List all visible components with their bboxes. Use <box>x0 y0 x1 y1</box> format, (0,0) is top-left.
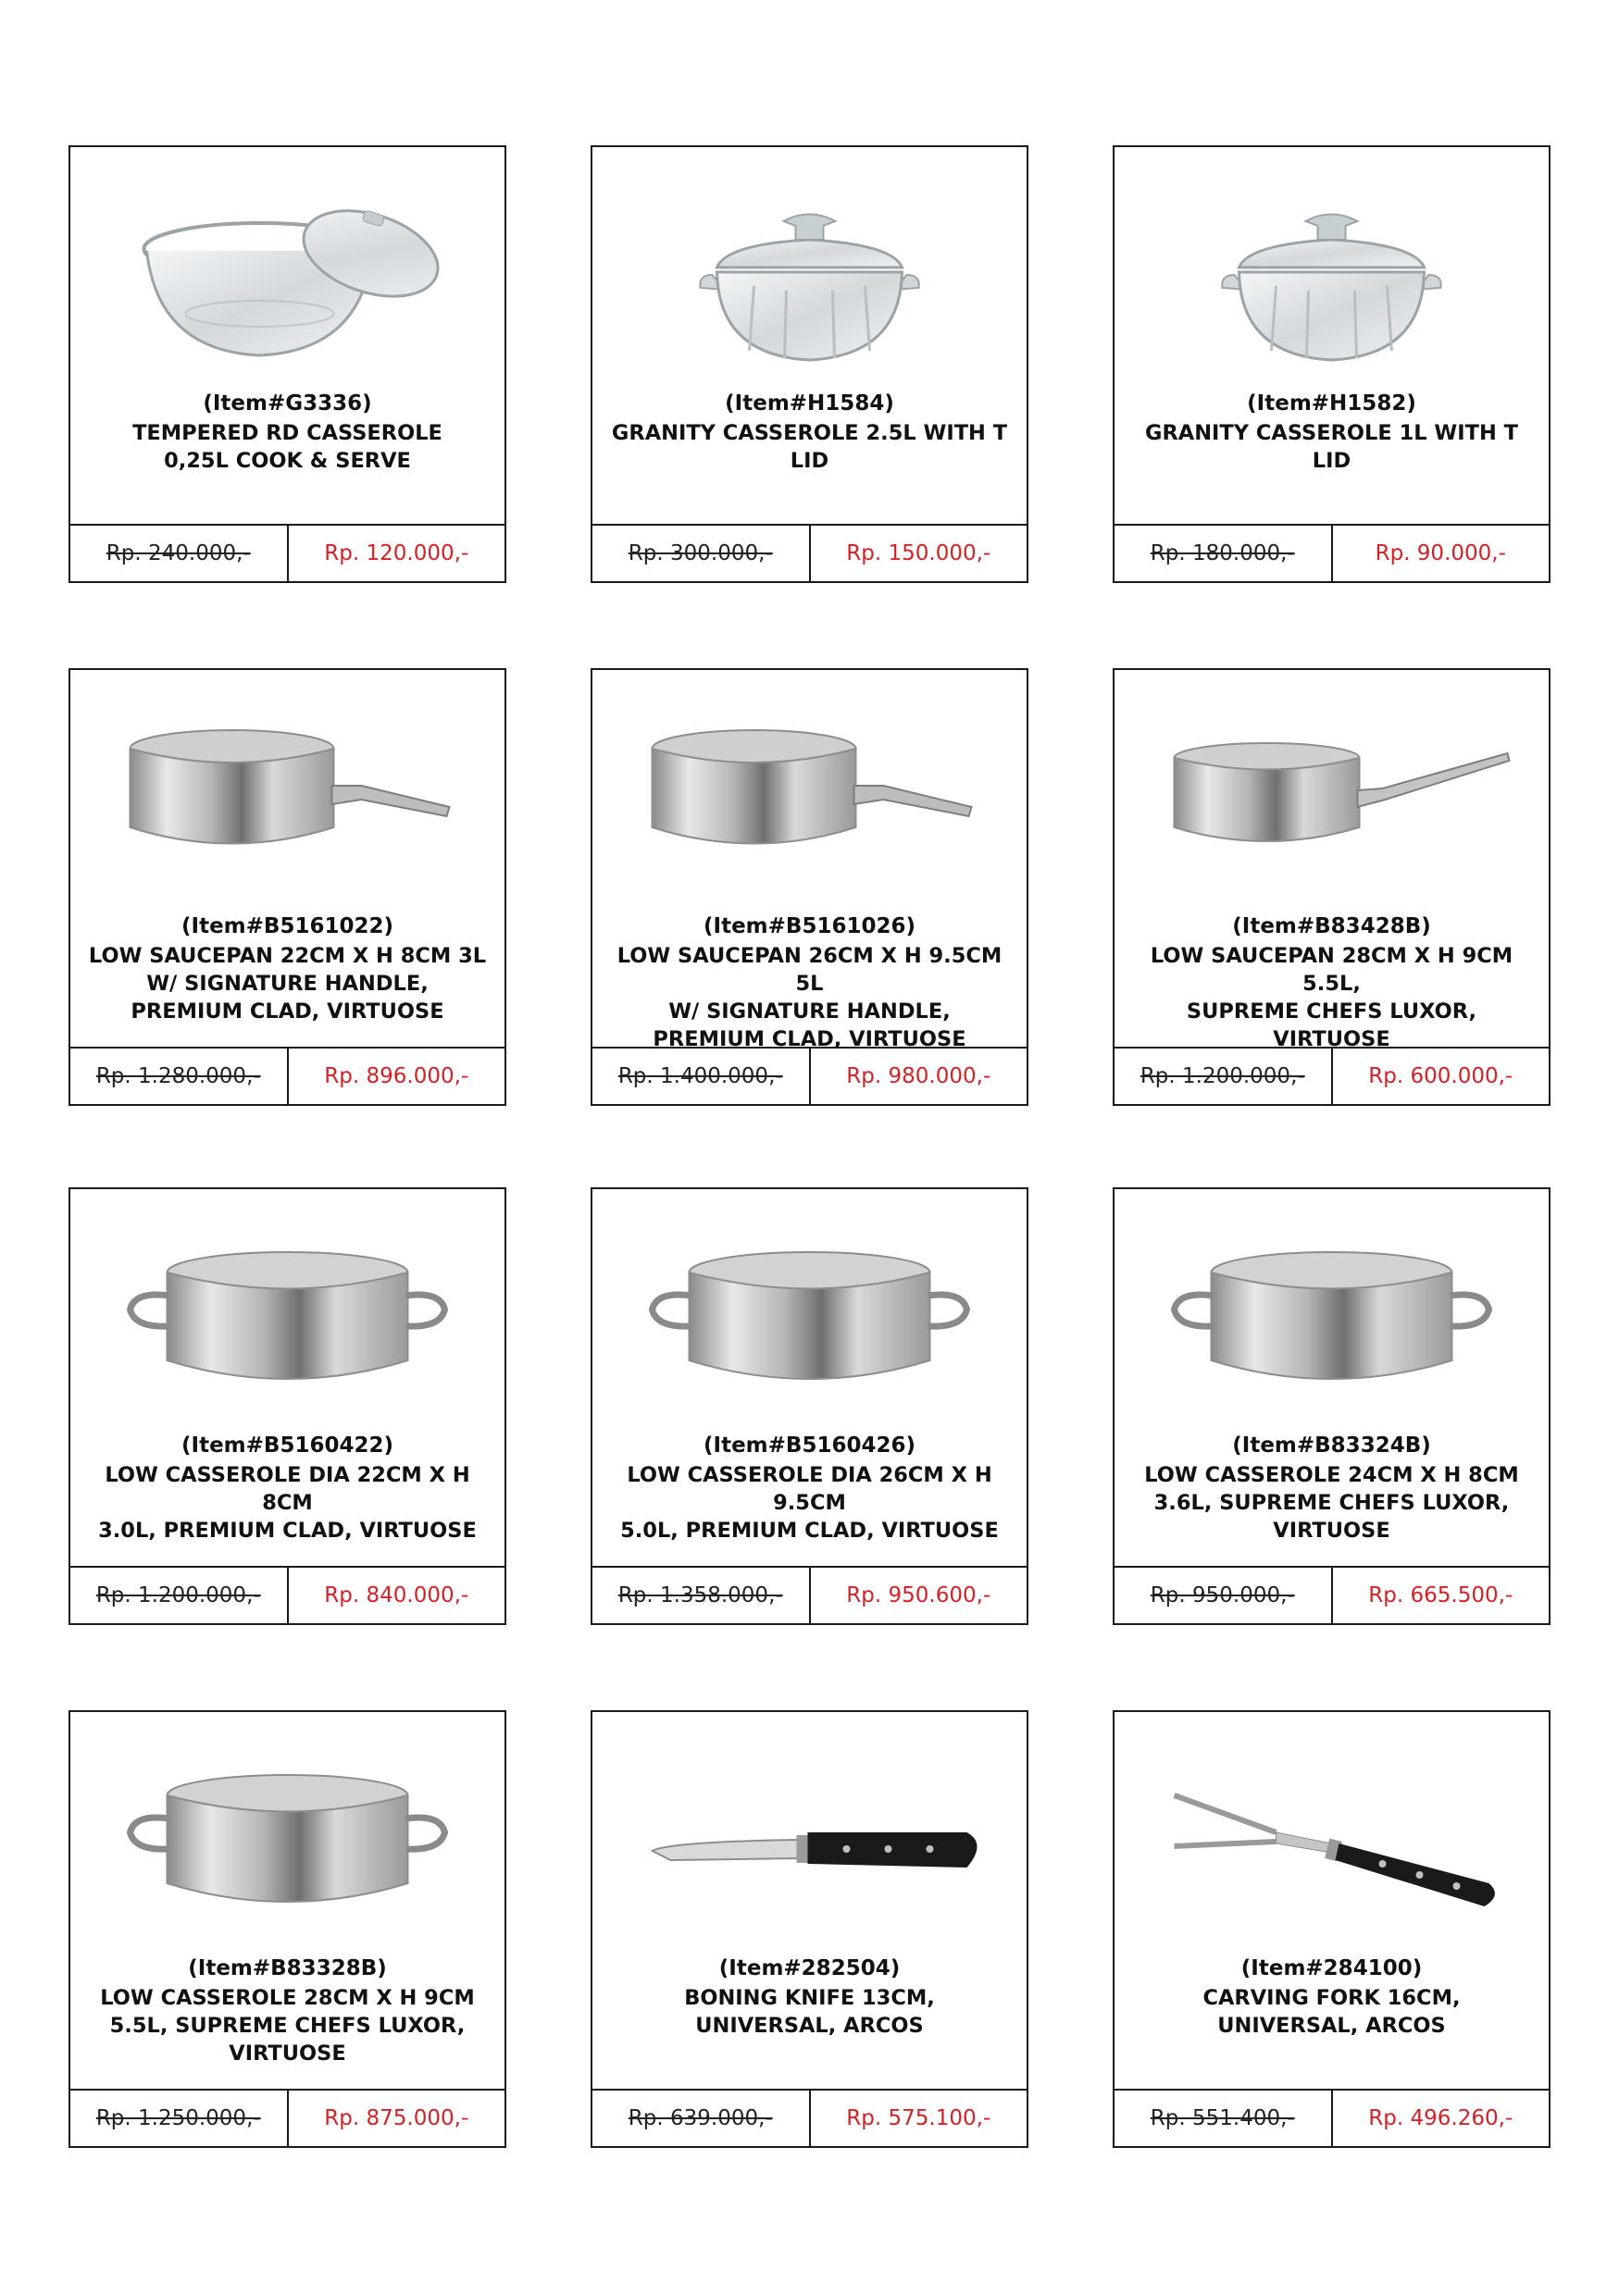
product-name: LOW CASSEROLE DIA 22CM X H 8CM 3.0L, PREMIUM CLAD, VIRTUOSE <box>98 1463 477 1543</box>
product-image <box>592 1740 1027 1943</box>
carving-fork-image <box>1115 1740 1549 1943</box>
price-row <box>592 2089 1027 2146</box>
original-price: Rp. 300.000,- <box>592 526 811 581</box>
glass-casserole-lid-open-image <box>70 175 504 379</box>
product-image <box>70 698 504 901</box>
product-name: LOW CASSEROLE DIA 26CM X H 9.5CM 5.0L, PREMIUM CLAD, VIRTUOSE <box>620 1463 999 1543</box>
original-price: Rp. 1.200.000,- <box>70 1568 289 1623</box>
price-row <box>70 1566 504 1623</box>
item-code: (Item#B5160426) <box>704 1433 915 1458</box>
glass-casserole-image <box>592 175 1027 379</box>
original-price: Rp. 1.200.000,- <box>1115 1049 1333 1104</box>
sale-price: Rp. 896.000,- <box>324 1064 469 1088</box>
sale-price: Rp. 496.260,- <box>1368 2106 1513 2130</box>
price-row <box>70 1047 504 1104</box>
product-name: CARVING FORK 16CM, UNIVERSAL, ARCOS <box>1202 1986 1461 2038</box>
sale-price: Rp. 950.600,- <box>846 1583 991 1607</box>
sale-price: Rp. 600.000,- <box>1368 1064 1513 1088</box>
product-image <box>70 1740 504 1943</box>
item-code: (Item#G3336) <box>203 391 372 416</box>
product-image <box>1115 698 1549 901</box>
boning-knife-image <box>592 1740 1027 1943</box>
product-card <box>68 1710 506 2148</box>
price-row <box>1115 1566 1549 1623</box>
product-card <box>68 145 506 583</box>
sale-price: Rp. 840.000,- <box>324 1583 469 1607</box>
saucepan-long-handle-image <box>1115 698 1549 901</box>
price-row <box>1115 1047 1549 1104</box>
product-card <box>1113 1187 1551 1625</box>
product-card <box>1113 668 1551 1106</box>
product-name: BONING KNIFE 13CM, UNIVERSAL, ARCOS <box>684 1986 935 2038</box>
original-price: Rp. 1.250.000,- <box>70 2091 289 2146</box>
product-name: LOW CASSEROLE 24CM X H 8CM 3.6L, SUPREME CHEFS LUXOR, VIRTUOSE <box>1144 1463 1519 1543</box>
price-row <box>70 524 504 581</box>
product-name: LOW SAUCEPAN 26CM X H 9.5CM 5L W/ SIGNATURE HANDLE, PREMIUM CLAD, VIRTUOSE <box>616 944 1003 1051</box>
original-price: Rp. 240.000,- <box>70 526 289 581</box>
original-price: Rp. 1.358.000,- <box>592 1568 811 1623</box>
product-image <box>1115 1217 1549 1421</box>
price-row <box>1115 2089 1549 2146</box>
product-card <box>591 145 1028 583</box>
price-row <box>1115 524 1549 581</box>
original-price: Rp. 180.000,- <box>1115 526 1333 581</box>
product-name: GRANITY CASSEROLE 2.5L WITH T LID <box>611 421 1008 473</box>
original-price: Rp. 639.000,- <box>592 2091 811 2146</box>
product-name: LOW SAUCEPAN 28CM X H 9CM 5.5L, SUPREME CHEFS LUXOR, VIRTUOSE <box>1150 944 1513 1051</box>
product-image <box>1115 175 1549 379</box>
product-image <box>1115 1740 1549 1943</box>
product-image <box>592 1217 1027 1421</box>
original-price: Rp. 950.000,- <box>1115 1568 1333 1623</box>
product-card <box>591 668 1028 1106</box>
item-code: (Item#B83428B) <box>1232 914 1431 938</box>
product-image <box>592 175 1027 379</box>
sale-price: Rp. 875.000,- <box>324 2106 469 2130</box>
saucepan-image <box>592 698 1027 901</box>
product-image <box>70 175 504 379</box>
item-code: (Item#B5160422) <box>181 1433 393 1458</box>
item-code: (Item#H1584) <box>725 391 894 416</box>
price-row <box>592 1566 1027 1623</box>
item-code: (Item#284100) <box>1240 1956 1423 1980</box>
product-card <box>591 1710 1028 2148</box>
glass-casserole-image <box>1115 175 1549 379</box>
steel-casserole-image <box>1115 1217 1549 1421</box>
product-name: GRANITY CASSEROLE 1L WITH T LID <box>1145 421 1518 473</box>
product-name: TEMPERED RD CASSEROLE 0,25L COOK & SERVE <box>132 421 442 473</box>
product-card <box>1113 1710 1551 2148</box>
price-row <box>70 2089 504 2146</box>
sale-price: Rp. 120.000,- <box>324 541 469 565</box>
steel-casserole-image <box>70 1217 504 1421</box>
sale-price: Rp. 90.000,- <box>1375 541 1506 565</box>
price-row <box>592 1047 1027 1104</box>
original-price: Rp. 551.400,- <box>1115 2091 1333 2146</box>
product-image <box>70 1217 504 1421</box>
item-code: (Item#H1582) <box>1247 391 1416 416</box>
item-code: (Item#282504) <box>718 1956 901 1980</box>
product-card <box>68 1187 506 1625</box>
product-card <box>591 1187 1028 1625</box>
sale-price: Rp. 665.500,- <box>1368 1583 1513 1607</box>
steel-casserole-image <box>70 1740 504 1943</box>
item-code: (Item#B83328B) <box>188 1956 387 1980</box>
original-price: Rp. 1.280.000,- <box>70 1049 289 1104</box>
product-name: LOW SAUCEPAN 22CM X H 8CM 3L W/ SIGNATURE HANDLE, PREMIUM CLAD, VIRTUOSE <box>88 944 487 1024</box>
item-code: (Item#B5161022) <box>181 914 393 938</box>
original-price: Rp. 1.400.000,- <box>592 1049 811 1104</box>
product-image <box>592 698 1027 901</box>
product-name: LOW CASSEROLE 28CM X H 9CM 5.5L, SUPREME CHEFS LUXOR, VIRTUOSE <box>100 1986 475 2066</box>
sale-price: Rp. 150.000,- <box>846 541 991 565</box>
price-row <box>592 524 1027 581</box>
sale-price: Rp. 980.000,- <box>846 1064 991 1088</box>
steel-casserole-image <box>592 1217 1027 1421</box>
product-card <box>68 668 506 1106</box>
item-code: (Item#B5161026) <box>704 914 915 938</box>
item-code: (Item#B83324B) <box>1232 1433 1431 1458</box>
sale-price: Rp. 575.100,- <box>846 2106 991 2130</box>
saucepan-image <box>70 698 504 901</box>
product-card <box>1113 145 1551 583</box>
